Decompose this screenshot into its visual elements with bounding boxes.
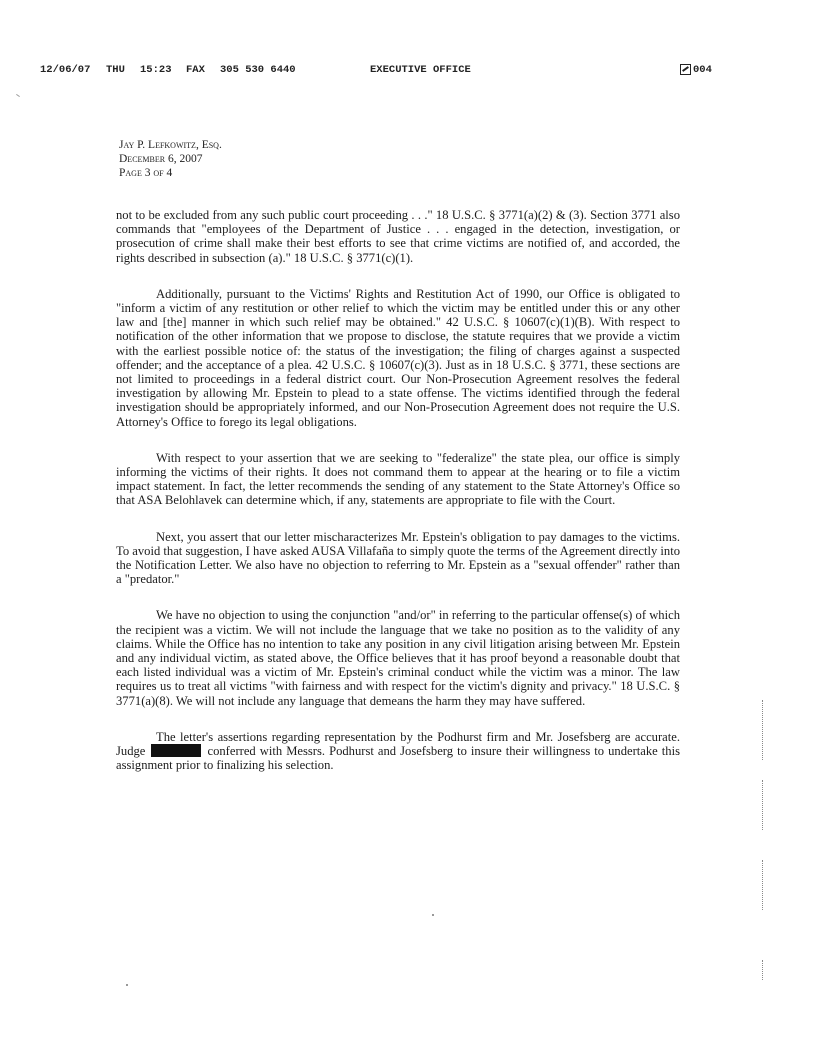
fax-time: 15:23 <box>140 64 172 76</box>
letter-body <box>116 208 680 795</box>
scan-speck <box>16 94 20 97</box>
scan-speck <box>432 914 434 916</box>
fax-page <box>680 64 712 78</box>
paragraph-6-part-1: The letter's assertions regarding representation by the Podhurst firm and Mr. Josefsberg are accurate. Judge <box>116 729 680 759</box>
fax-number: 305 530 6440 <box>220 64 296 76</box>
margin-scan-mark <box>762 700 765 760</box>
paragraph-6-part-2: conferred with Messrs. Podhurst and Josefsberg to insure their willingness to undertake this assignment prior to finalizing his selection. <box>116 744 680 773</box>
paragraph-6 <box>116 730 680 773</box>
redaction-block <box>151 744 201 757</box>
margin-scan-mark <box>762 780 765 830</box>
paragraph-1: not to be excluded from any such public court proceeding . . ." 18 U.S.C. § 3771(a)(2) & (3). Section 3771 also commands that "employees of the Department of Justice . . . engaged in the detection, investigation, or prosecution of crime shall make their best efforts to see that crime victims are notified of, and accorded, the rights described in subsection (a)." 18 U.S.C. § 3771(c)(1). <box>116 208 680 265</box>
scan-speck <box>126 984 128 986</box>
fax-page-box-icon <box>680 64 691 75</box>
fax-date: 12/06/07 <box>40 64 91 76</box>
letterhead <box>119 138 222 180</box>
margin-scan-mark <box>762 860 765 910</box>
paragraph-5: We have no objection to using the conjunction "and/or" in referring to the particular offense(s) of which the recipient was a victim. We will not include the language that we take no position as to the validity of any claims. While the Office has no intention to take any position in any civil litigation arising between Mr. Epstein and any individual victim, as stated above, the Office believes that it has proof beyond a reasonable doubt that each listed individual was a victim of Mr. Epstein's criminal conduct while the victim was a minor. The law requires us to treat all victims "with fairness and with respect for the victim's dignity and privacy." 18 U.S.C. § 3771(a)(8). We will not include any language that demeans the harm they may have suffered. <box>116 608 680 708</box>
fax-label: FAX <box>186 64 205 76</box>
page-indicator: Page 3 of 4 <box>119 167 173 179</box>
fax-page-number: 004 <box>693 64 712 76</box>
margin-scan-mark <box>762 960 765 980</box>
recipient-name: Jay P. Lefkowitz, Esq. <box>119 139 222 151</box>
letter-date: December 6, 2007 <box>119 153 203 165</box>
fax-day: THU <box>106 64 125 76</box>
fax-header <box>40 64 740 78</box>
fax-office: EXECUTIVE OFFICE <box>370 64 471 76</box>
paragraph-2: Additionally, pursuant to the Victims' Rights and Restitution Act of 1990, our Office is obligated to "inform a victim of any restitution or other relief to which the victim may be entitled under this or any other law and [the] manner in which such relief may be obtained." 42 U.S.C. § 10607(c)(1)(B). With respect to notification of the other information that we propose to disclose, the statute requires that we provide a victim with the earliest possible notice of: the status of the investigation; the filing of charges against a suspected offender; and the acceptance of a plea. 42 U.S.C. § 10607(c)(3). Just as in 18 U.S.C. § 3771, these sections are not limited to proceedings in a federal district court. Our Non-Prosecution Agreement resolves the federal investigation by allowing Mr. Epstein to plead to a state offense. The victims identified through the federal investigation should be appropriately informed, and our Non-Prosecution Agreement does not require the U.S. Attorney's Office to forego its legal obligations. <box>116 286 680 429</box>
paragraph-3: With respect to your assertion that we are seeking to "federalize" the state plea, our office is simply informing the victims of their rights. It does not command them to appear at the hearing or to file a victim impact statement. In fact, the letter recommends the sending of any statement to the State Attorney's Office so that ASA Belohlavek can determine which, if any, statements are appropriate to file with the Court. <box>116 450 680 508</box>
paragraph-4: Next, you assert that our letter mischaracterizes Mr. Epstein's obligation to pay damages to the victims. To avoid that suggestion, I have asked AUSA Villafaña to simply quote the terms of the Agreement directly into the Notification Letter. We also have no objection to referring to Mr. Epstein as a "sexual offender" rather than a "predator." <box>116 529 680 587</box>
